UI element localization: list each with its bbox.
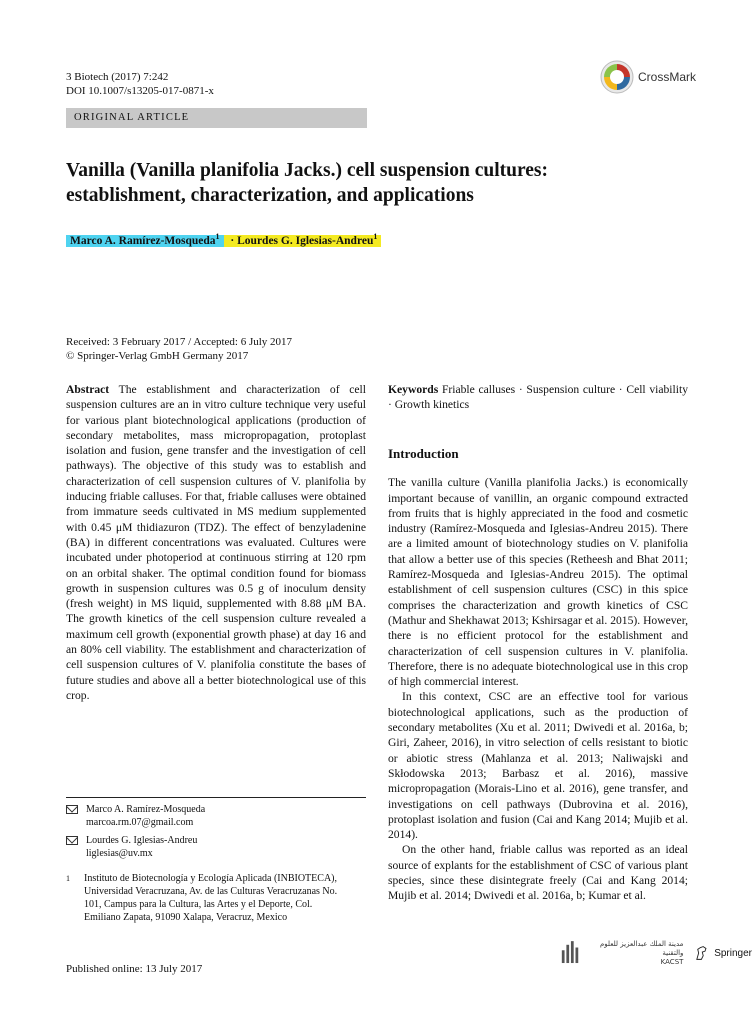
abstract-heading: Abstract: [66, 383, 110, 396]
corr-name-2: Lourdes G. Iglesias-Andreu: [86, 835, 198, 846]
intro-paragraph-3: On the other hand, friable callus was reported as an ideal source of explants for the establishment of CSC of various plant species, since these disintegrate freely (Cai and Kang 2014; Mujib et al. 2014; Dwivedi et al. 2016a, b; Kumar et al.: [388, 843, 688, 903]
divider: [66, 797, 366, 798]
kacst-text: مدينة الملك عبدالعزيز للعلوم والتقنية KACST: [599, 939, 684, 966]
keywords-heading: Keywords: [388, 383, 439, 396]
affiliation-number: 1: [66, 874, 70, 883]
title-line-1: Vanilla (Vanilla planifolia Jacks.) cell suspension cultures:: [66, 160, 548, 181]
doi[interactable]: DOI 10.1007/s13205-017-0871-x: [66, 85, 214, 97]
title-line-2: establishment, characterization, and applications: [66, 185, 474, 206]
journal-line: 3 Biotech (2017) 7:242: [66, 71, 169, 83]
envelope-icon: [66, 805, 78, 814]
article-type-banner: ORIGINAL ARTICLE: [66, 108, 367, 128]
publisher-logos: [560, 938, 752, 968]
introduction: [388, 446, 688, 904]
kacst-logo-icon: [560, 938, 580, 968]
author-list: [66, 226, 381, 248]
abstract-text: The establishment and characterization of cell suspension cultures are an in vitro culture technique very useful for various plant biotechnological applications (production of secondary metabolites, mass micropropagation, protoplast isolation and fusion, gene transfer and the investigation of cell pathways). The objective of this study was to establish and characterization of cell suspension cultures of V. planifolia by inducing friable calluses. For that, friable calluses were obtained from immature seeds cultivated in MS medium supplemented with 0.45 μM thidiazuron (TDZ). The effect of benzyladenine (BA) in different concentrations was evaluated. Cultures were incubated under photoperiod at continuous stirring at 120 rpm on an orbital shaker. The optimal condition found for biomass growth in suspension cultures was 0.5 g of inoculum density (fresh weight) in MS liquid, supplemented with 8.88 μM BA. The growth kinetics of the cell suspension culture revealed a maximum cell growth (exponential growth phase) at day 16 and an 80% cell viability. The establishment and characterization of cell suspension cultures of V. planifolia constitute the bases of future studies and above all a better biotechnological use of this crop.: [66, 383, 366, 702]
springer-horse-icon: [695, 945, 708, 961]
correspondence: [66, 803, 366, 924]
corr-email-1[interactable]: marcoa.rm.07@gmail.com: [86, 817, 194, 828]
keywords: [388, 382, 688, 413]
author-1[interactable]: Marco A. Ramírez-Mosqueda$^1$: [66, 235, 224, 247]
keywords-text: Friable calluses · Suspension culture · Cell viability · Growth kinetics: [388, 383, 688, 412]
crossmark-badge[interactable]: [600, 60, 696, 94]
introduction-heading: Introduction: [388, 446, 459, 461]
crossmark-icon: [600, 60, 634, 94]
intro-paragraph-1: The vanilla culture (Vanilla planifolia Jacks.) is economically important because of vanillin, an organic compound extracted from fruits that is highly appreciated in the food and cosmetic industry (Ramírez-Mosqueda and Iglesias-Andreu 2015). There are a limited amount of biotechnology studies on V. planifolia that allow a better use of this species (Retheesh and Bhat 2011; Ramírez-Mosqueda and Iglesias-Andreu 2015). The optimal establishment of cell suspension cultures (CSC) in this spice comprises the characterization and growth kinetics of CSC (Mathur and Shekhawat 2013; Kshirsagar et al. 2015). However, there is no efficient protocol for the establishment and characterization of cell suspension cultures in V. planifolia. Therefore, there is no adequate biotechnological use in this crop of high commercial interest.: [388, 476, 688, 689]
abstract: [66, 382, 366, 703]
envelope-icon: [66, 836, 78, 845]
springer-label: Springer: [714, 947, 752, 959]
received-dates: Received: 3 February 2017 / Accepted: 6 July 2017: [66, 336, 293, 348]
copyright: © Springer-Verlag GmbH Germany 2017: [66, 350, 249, 362]
intro-paragraph-2: In this context, CSC are an effective tool for various biotechnological applications, such as the production of secondary metabolites (Xu et al. 2011; Dwivedi et al. 2016a, b; Giri, Zaheer, 2016), in vitro selection of cells resistant to biotic or abiotic stress (Mahlanza et al. 2013; Naliwajski and Skłodowska 2013; Barbasz et al. 2016), massive micropropagation (Morais-Lino et al. 2016), gene transfer, and investigations on cell pathways (Dubrovina et al. 2016), protoplast isolation and fusion (Cai and Kang 2014; Mujib et al. 2014).: [388, 690, 688, 842]
article-title: [66, 158, 686, 208]
author-2[interactable]: · Lourdes G. Iglesias-Andreu$^1$: [224, 235, 382, 247]
corr-name-1: Marco A. Ramírez-Mosqueda: [86, 804, 206, 815]
corr-email-2[interactable]: liglesias@uv.mx: [86, 848, 153, 859]
affiliation: Instituto de Biotecnología y Ecología Aplicada (INBIOTECA), Universidad Veracruzana, Av. de las Culturas Veracruzanas No. 101, Campus para la Cultura, las Artes y el Deporte, Col. Emiliano Zapata, 91090 Xalapa, Veracruz, Mexico: [84, 873, 338, 923]
published-date: Published online: 13 July 2017: [66, 963, 203, 975]
crossmark-label: CrossMark: [638, 70, 697, 84]
